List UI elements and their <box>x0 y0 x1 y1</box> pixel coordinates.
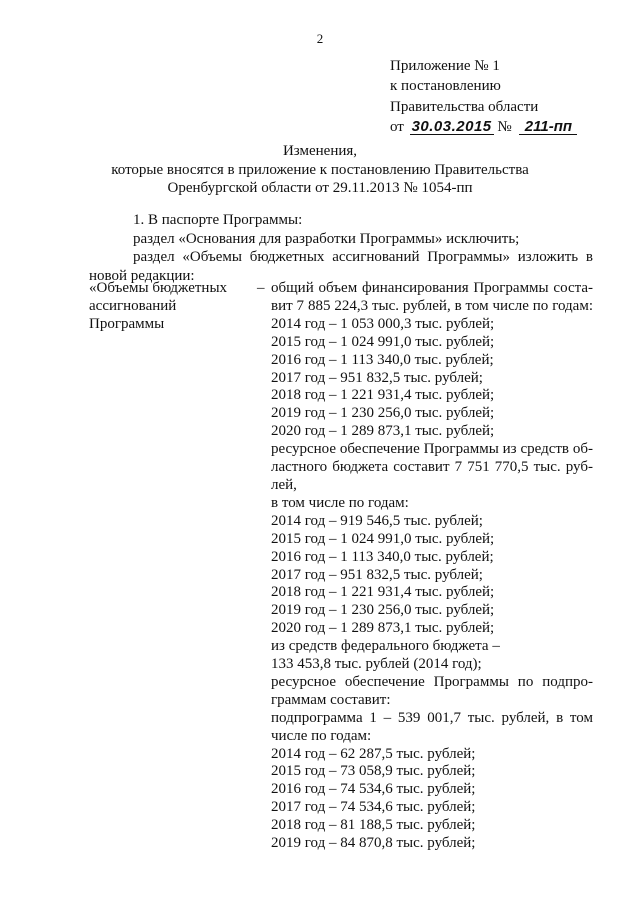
appendix-line-2: к постановлению <box>390 78 501 95</box>
passport-label-line-2: ассигнований <box>89 297 177 314</box>
passport-line: лей, <box>271 476 297 493</box>
passport-line: ресурсное обеспечение Программы по подпро- <box>271 673 593 690</box>
passport-label-line-1: «Объемы бюджетных <box>89 280 228 296</box>
passport-dash: – <box>257 280 265 296</box>
passport-line: подпрограмма 1 – 539 001,7 тыс. рублей, в том <box>271 709 593 726</box>
passport-line: 2014 год – 919 546,5 тыс. рублей; <box>271 512 483 529</box>
number-prefix: № <box>497 118 512 135</box>
passport-line: 2019 год – 1 230 256,0 тыс. рублей; <box>271 602 495 619</box>
passport-label <box>89 280 249 334</box>
paragraph-item-1: 1. В паспорте Программы: <box>133 212 303 228</box>
passport-line: 2017 год – 74 534,6 тыс. рублей; <box>271 799 476 816</box>
passport-line: числе по годам: <box>271 727 372 744</box>
appendix-date-line <box>390 117 577 137</box>
passport-line: ластного бюджета составит 7 751 770,5 тыс. руб- <box>271 459 593 476</box>
passport-line: 2016 год – 74 534,6 тыс. рублей; <box>271 781 476 798</box>
paragraph-item-2: раздел «Основания для разработки Программы» исключить; <box>133 230 520 247</box>
passport-line: 2015 год – 1 024 991,0 тыс. рублей; <box>271 530 495 547</box>
handwritten-date: 30.03.2015 <box>411 117 492 135</box>
appendix-line-3: Правительства области <box>390 98 539 115</box>
passport-values <box>271 280 593 853</box>
passport-line: 2018 год – 81 188,5 тыс. рублей; <box>271 817 476 834</box>
passport-line: 2018 год – 1 221 931,4 тыс. рублей; <box>271 387 495 404</box>
passport-line: 2019 год – 1 230 256,0 тыс. рублей; <box>271 405 495 422</box>
passport-line: 2015 год – 73 058,9 тыс. рублей; <box>271 763 476 780</box>
passport-line: 2018 год – 1 221 931,4 тыс. рублей; <box>271 584 495 601</box>
document-title <box>0 142 640 198</box>
paragraph-item-3-continued: новой редакции: <box>89 267 195 284</box>
passport-line: 2017 год – 951 832,5 тыс. рублей; <box>271 566 483 583</box>
passport-line: 2017 год – 951 832,5 тыс. рублей; <box>271 369 483 386</box>
passport-line: 2019 год – 84 870,8 тыс. рублей; <box>271 835 476 852</box>
passport-line: вит 7 885 224,3 тыс. рублей, в том числе по годам: <box>271 297 593 314</box>
passport-label-line-3: Программы <box>89 315 165 332</box>
passport-line: 2014 год – 1 053 000,3 тыс. рублей; <box>271 315 495 332</box>
appendix-line-1: Приложение № 1 <box>390 58 500 74</box>
passport-line: 2020 год – 1 289 873,1 тыс. рублей; <box>271 620 495 637</box>
passport-line: 2020 год – 1 289 873,1 тыс. рублей; <box>271 423 495 440</box>
passport-line: 2016 год – 1 113 340,0 тыс. рублей; <box>271 351 494 368</box>
title-line-1: Изменения, <box>282 143 358 159</box>
date-prefix: от <box>390 118 404 135</box>
page-number: 2 <box>316 31 324 46</box>
passport-line: граммам составит: <box>271 691 391 708</box>
passport-line: 2016 год – 1 113 340,0 тыс. рублей; <box>271 548 494 565</box>
passport-line: в том числе по годам: <box>271 494 409 511</box>
title-line-3: Оренбургской области от 29.11.2013 № 1054-пп <box>167 180 473 197</box>
appendix-header <box>390 56 577 137</box>
document-body <box>89 211 593 285</box>
paragraph-item-3: раздел «Объемы бюджетных ассигнований Программы» изложить в <box>133 249 593 266</box>
title-line-2: которые вносятся в приложение к постановлению Правительства <box>111 161 529 178</box>
passport-line: ресурсное обеспечение Программы из средств об- <box>271 441 593 458</box>
passport-line: общий объем финансирования Программы соста- <box>271 280 593 296</box>
passport-line: 2014 год – 62 287,5 тыс. рублей; <box>271 745 476 762</box>
passport-line: 2015 год – 1 024 991,0 тыс. рублей; <box>271 333 495 350</box>
passport-line: 133 453,8 тыс. рублей (2014 год); <box>271 656 482 673</box>
passport-line: из средств федерального бюджета – <box>271 638 500 655</box>
handwritten-number: 211-пп <box>519 119 577 135</box>
